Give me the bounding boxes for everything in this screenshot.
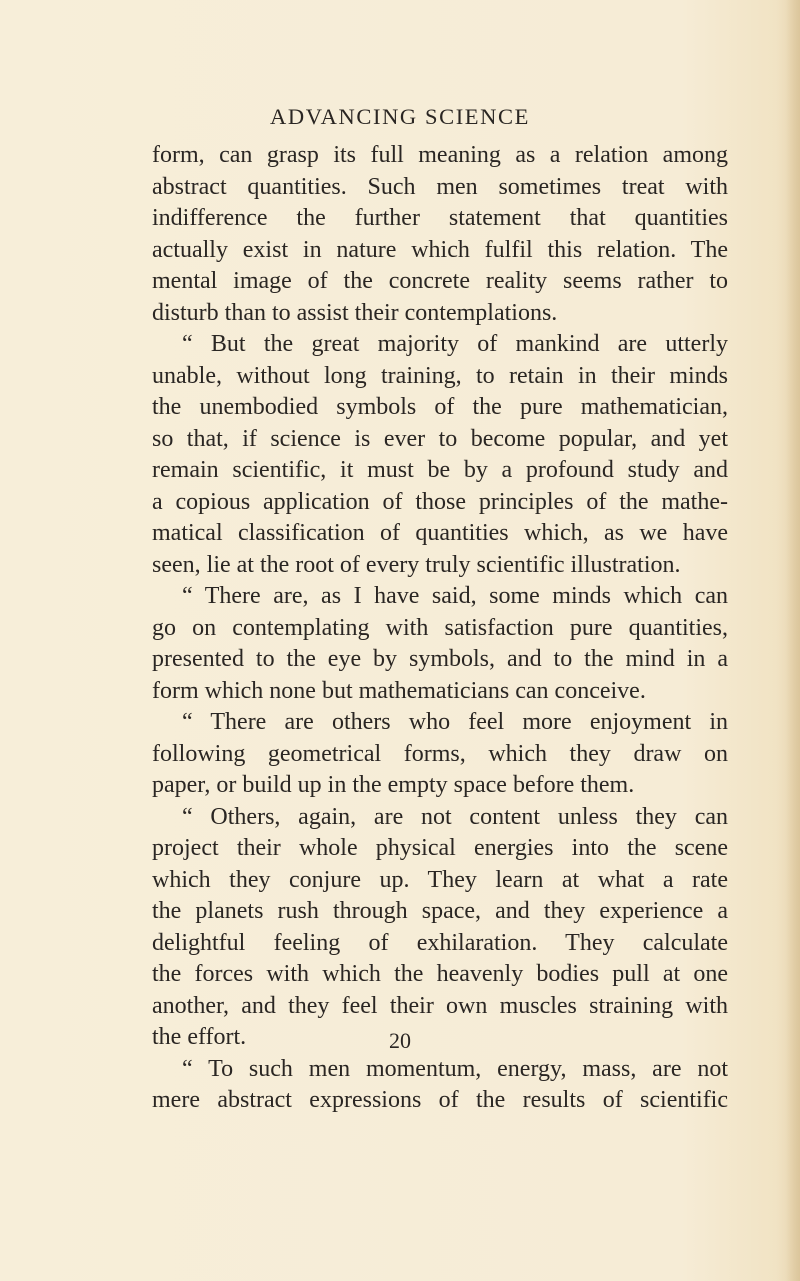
text-line: matical classification of quantities which, as we have <box>152 520 728 546</box>
text-line: mere abstract expressions of the results of scientific <box>152 1087 728 1113</box>
text-line: a copious application of those principles of the mathe- <box>152 488 728 515</box>
text-line: delightful feeling of exhilaration. They calculate <box>152 929 728 956</box>
page-edge-shadow <box>786 0 800 1281</box>
text-line: “ There are, as I have said, some minds which can <box>182 583 728 609</box>
text-line: form, can grasp its full meaning as a relation among <box>152 142 728 168</box>
text-line: “ Others, again, are not content unless they can <box>182 803 728 830</box>
body-text <box>152 140 728 1117</box>
text-line: the effort. <box>152 1024 247 1050</box>
text-line: disturb than to assist their contemplations. <box>152 299 558 326</box>
text-line: remain scientific, it must be by a profound study and <box>152 457 728 483</box>
text-line: “ To such men momentum, energy, mass, are not <box>182 1055 728 1082</box>
text-line: form which none but mathematicians can conceive. <box>152 677 646 704</box>
text-line: which they conjure up. They learn at what a rate <box>152 866 728 893</box>
text-line: so that, if science is ever to become popular, and yet <box>152 425 728 452</box>
text-line: “ There are others who feel more enjoyment in <box>182 709 728 735</box>
text-line: another, and they feel their own muscles straining with <box>152 992 728 1019</box>
page-number: 20 <box>389 1028 411 1053</box>
text-line: “ But the great majority of mankind are utterly <box>182 331 728 357</box>
text-line: abstract quantities. Such men sometimes treat with <box>152 173 728 200</box>
text-line: actually exist in nature which fulfil this relation. The <box>152 236 728 263</box>
text-line: following geometrical forms, which they draw on <box>152 740 728 767</box>
text-line: paper, or build up in the empty space before them. <box>152 772 635 798</box>
text-line: seen, lie at the root of every truly scientific illustration. <box>152 551 681 578</box>
text-line: unable, without long training, to retain in their minds <box>152 362 728 389</box>
running-head: ADVANCING SCIENCE <box>270 104 530 129</box>
text-line: mental image of the concrete reality seems rather to <box>152 268 728 294</box>
text-line: presented to the eye by symbols, and to the mind in a <box>152 646 728 672</box>
text-line: indifference the further statement that quantities <box>152 205 728 231</box>
text-line: the forces with which the heavenly bodies pull at one <box>152 961 728 987</box>
text-line: the unembodied symbols of the pure mathematician, <box>152 394 728 420</box>
text-line: project their whole physical energies into the scene <box>152 835 728 861</box>
text-line: the planets rush through space, and they experience a <box>152 898 728 924</box>
text-line: go on contemplating with satisfaction pure quantities, <box>152 614 728 641</box>
